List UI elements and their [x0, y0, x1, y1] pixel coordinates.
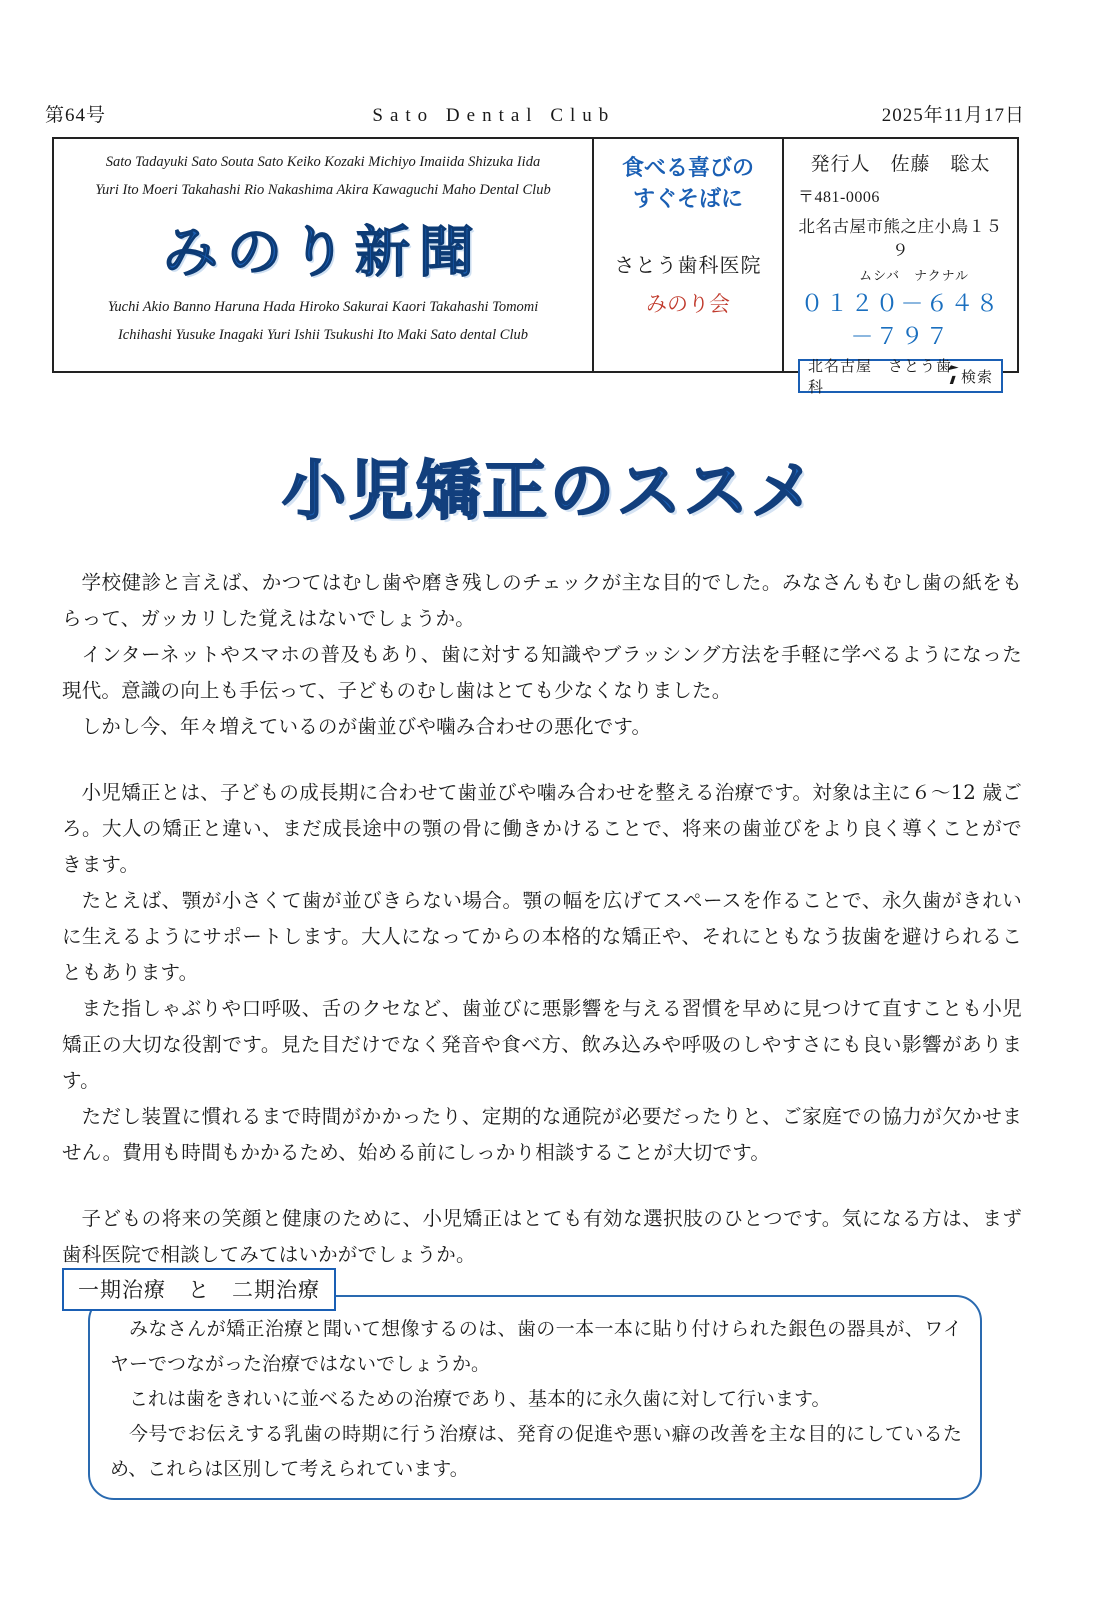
body-paragraph: インターネットやスマホの普及もあり、歯に対する知識やブラッシング方法を手軽に学べるようになった現代。意識の向上も手伝って、子どものむし歯はとても少なくなりました。: [62, 643, 1022, 702]
article-headline: 小児矯正のススメ: [282, 455, 818, 529]
masthead-left: [54, 139, 594, 371]
body-paragraph: また指しゃぶりや口呼吸、舌のクセなど、歯並びに悪影響を与える習慣を早めに見つけて直すことも小児矯正の大切な役割です。見た目だけでなく発音や食べ方、飲み込みや呼吸のしやすさにも良い影響があります。: [62, 997, 1022, 1092]
staff-names-bottom-1: Yuchi Akio Banno Haruna Hada Hiroko Sakurai Kaori Takahashi Tomomi: [107, 299, 539, 315]
body-paragraph: 小児矯正とは、子どもの成長期に合わせて歯並びや噛み合わせを整える治療です。対象は主に６〜12 歳ごろ。大人の矯正と違い、まだ成長途中の顎の骨に働きかけることで、将来の歯並びをより良く導くことができます。: [62, 781, 1022, 876]
paper-title: みのり新聞: [162, 220, 483, 284]
issue-number: 第64号: [45, 105, 107, 126]
section-paragraph: みなさんが矯正治療と聞いて想像するのは、歯の一本一本に貼り付けられた銀色の器具が、ワイヤーでつながった治療ではないでしょうか。: [110, 1318, 962, 1375]
body-paragraph: たとえば、顎が小さくて歯が並びきらない場合。顎の幅を広げてスペースを作ることで、永久歯がきれいに生えるようにサポートします。大人になってからの本格的な矯正や、それにともなう抜歯を避けられることもあります。: [62, 889, 1022, 984]
staff-names-top-1: Sato Tadayuki Sato Souta Sato Keiko Kozaki Michiyo Imaiida Shizuka Iida: [105, 154, 541, 170]
search-input[interactable]: 北名古屋 さとう歯科: [808, 359, 953, 396]
phone-mnemonic: ムシバ ナクナル: [859, 268, 969, 283]
article-body: [62, 565, 1022, 1273]
staff-names-bottom-2: Ichihashi Yusuke Inagaki Yuri Ishii Tsukushi Ito Maki Sato dental Club: [117, 327, 529, 343]
search-bar[interactable]: [798, 359, 1003, 396]
phone-number: ０１２０－６４８－７９７: [800, 291, 1001, 349]
slogan-line-1: 食べる喜びの: [621, 156, 754, 181]
publisher-name: 発行人 佐藤 聡太: [810, 154, 991, 175]
body-paragraph: しかし今、年々増えているのが歯並びや噛み合わせの悪化です。: [81, 715, 652, 738]
body-paragraph: 学校健診と言えば、かつてはむし歯や磨き残しのチェックが主な目的でした。みなさんもむし歯の紙をもらって、ガッカリした覚えはないでしょうか。: [62, 571, 1022, 630]
masthead-right: [784, 139, 1017, 396]
clinic-address: 北名古屋市熊之庄小鳥１５９: [798, 217, 1003, 260]
section-title: 一期治療 と 二期治療: [62, 1268, 336, 1311]
group-name: みのり会: [646, 292, 730, 316]
masthead-middle: [594, 139, 784, 371]
masthead-box: [52, 137, 1019, 396]
clinic-name: さとう歯科医院: [614, 253, 762, 277]
club-name: Sato Dental Club: [372, 105, 616, 126]
postal-code: 〒481-0006: [798, 189, 880, 206]
staff-names-top-2: Yuri Ito Moeri Takahashi Rio Nakashima Akira Kawaguchi Maho Dental Club: [95, 182, 551, 198]
slogan-line-2: すぐそばに: [632, 187, 743, 212]
masthead-top-line: [45, 100, 1025, 127]
publication-date: 2025年11月17日: [881, 105, 1025, 126]
body-paragraph: ただし装置に慣れるまで時間がかかったり、定期的な通院が必要だったりと、ご家庭での協力が欠かせません。費用も時間もかかるため、始める前にしっかり相談することが大切です。: [62, 1105, 1022, 1164]
body-paragraph: 子どもの将来の笑顔と健康のために、小児矯正はとても有効な選択肢のひとつです。気になる方は、まず歯科医院で相談してみてはいかがでしょうか。: [62, 1207, 1022, 1266]
section-paragraph: 今号でお伝えする乳歯の時期に行う治療は、発育の促進や悪い癖の改善を主な目的にしているため、これらは区別して考えられています。: [110, 1423, 962, 1480]
section-body: [110, 1312, 962, 1487]
search-button[interactable]: 検索: [960, 369, 993, 386]
section-paragraph: これは歯をきれいに並べるための治療であり、基本的に永久歯に対して行います。: [129, 1388, 831, 1410]
